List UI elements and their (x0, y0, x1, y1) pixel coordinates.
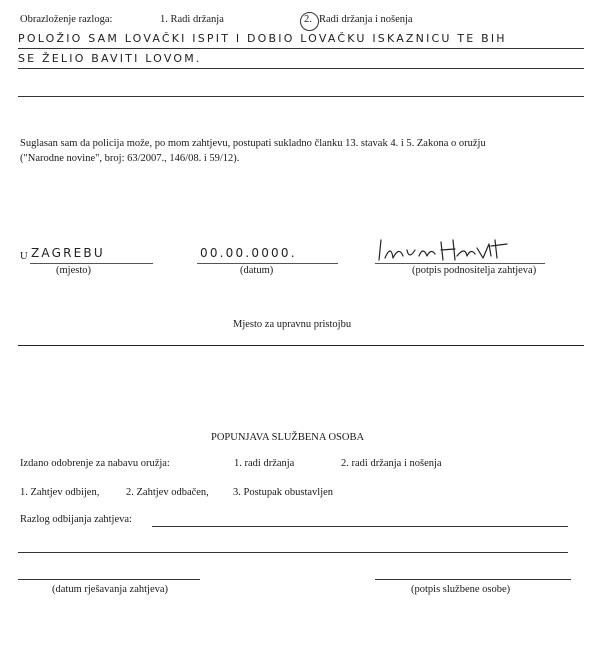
reason-line-2 (18, 68, 584, 69)
fee-separator (18, 345, 584, 346)
reject-reason-line-1[interactable] (152, 526, 568, 527)
official-title: POPUNJAVA SLUŽBENA OSOBA (211, 432, 365, 443)
applicant-signature[interactable] (375, 232, 510, 262)
official-signature-line[interactable] (375, 579, 571, 580)
reason-label: Obrazloženje razloga: (20, 14, 113, 25)
reject-reason-line-2[interactable] (18, 552, 568, 553)
signature-caption: (potpis podnositelja zahtjeva) (412, 265, 537, 276)
fee-label: Mjesto za upravnu pristojbu (233, 319, 352, 330)
consent-text-line-2: ("Narodne novine", broj: 63/2007., 146/08. i 59/12). (20, 153, 240, 164)
status-rejected[interactable]: 1. Zahtjev odbijen, (20, 487, 100, 498)
official-signature-caption: (potpis službene osobe) (411, 584, 511, 595)
reason-handwritten-line-2[interactable]: SE ŽELIO BAVITI LOVOM. (18, 52, 202, 65)
official-date-caption: (datum rješavanja zahtjeva) (52, 584, 169, 595)
date-caption: (datum) (240, 265, 274, 276)
issued-option-carrying[interactable]: 2. radi držanja i nošenja (341, 458, 442, 469)
reason-option-carrying[interactable]: Radi držanja i nošenja (319, 14, 413, 25)
reason-option-holding[interactable]: 1. Radi držanja (160, 14, 224, 25)
reason-option-carrying-number[interactable]: 2. (304, 14, 312, 25)
place-line (30, 263, 153, 264)
date-line (197, 263, 338, 264)
place-caption: (mjesto) (56, 265, 91, 276)
consent-text-line-1: Suglasan sam da policija može, po mom zahtjevu, postupati sukladno članku 13. stavak 4. i 5. Zakona o oružju (20, 138, 486, 149)
reason-handwritten-line-1[interactable]: POLOŽIO SAM LOVAČKI ISPIT I DOBIO LOVAČKU ISKAZNICU TE BIH (18, 32, 507, 45)
date-value[interactable]: 00.00.0000. (200, 246, 297, 260)
official-date-line[interactable] (18, 579, 200, 580)
reject-reason-label: Razlog odbijanja zahtjeva: (20, 514, 132, 525)
status-suspended[interactable]: 3. Postupak obustavljen (233, 487, 334, 498)
issued-label: Izdano odobrenje za nabavu oružja: (20, 458, 170, 469)
signature-line (375, 263, 545, 264)
reason-line-3 (18, 96, 584, 97)
place-prefix: U (20, 251, 28, 262)
issued-option-holding[interactable]: 1. radi držanja (234, 458, 295, 469)
place-value[interactable]: ZAGREBU (31, 246, 105, 260)
reason-line-1 (18, 48, 584, 49)
status-dismissed[interactable]: 2. Zahtjev odbačen, (126, 487, 209, 498)
